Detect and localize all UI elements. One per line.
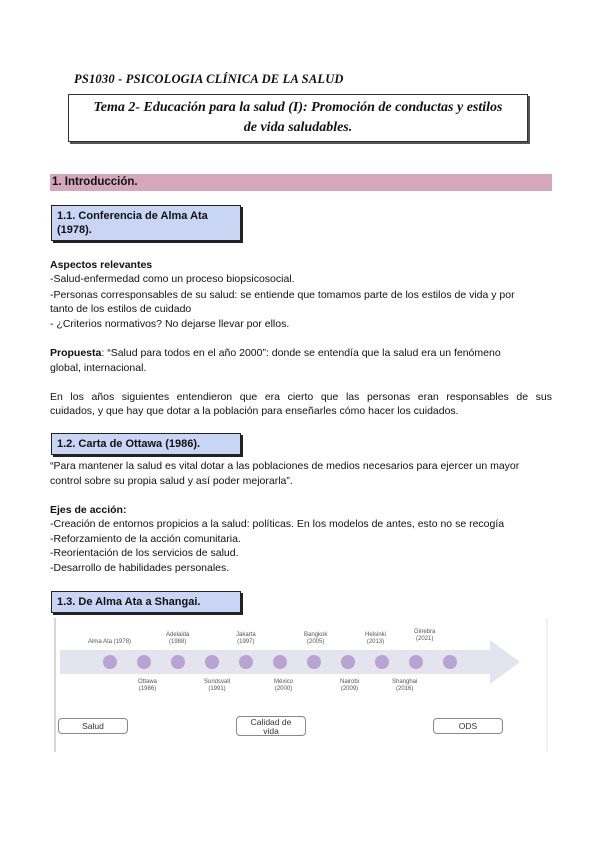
timeline-bottom-label: Nairobi (2009) bbox=[340, 679, 360, 692]
propuesta-text: : “Salud para todos en el año 2000”: donde se entendía que la salud era un fenómeno bbox=[101, 347, 501, 359]
course-title: PS1030 - PSICOLOGIA CLÍNICA DE LA SALUD bbox=[74, 72, 344, 86]
timeline-figure bbox=[50, 618, 552, 752]
propuesta-label: Propuesta bbox=[50, 347, 102, 359]
eje-item: -Reorientación de los servicios de salud. bbox=[50, 547, 239, 559]
propuesta-paragraph bbox=[50, 346, 552, 360]
subsection-heading-1-3: 1.3. De Alma Ata a Shangai. bbox=[51, 591, 241, 613]
aspecto-item: -Personas corresponsables de su salud: se entiende que tomamos parte de los estilos de vida y por bbox=[50, 289, 515, 301]
aspecto-item: tanto de los estilos de cuidado bbox=[50, 303, 192, 315]
eje-item: -Creación de entornos propicios a la salud: políticas. En los modelos de antes, esto no se recogía bbox=[50, 518, 505, 530]
topic-title-line-2: de vida saludables. bbox=[243, 120, 353, 135]
timeline-top-label: Ginebra (2021) bbox=[414, 629, 436, 642]
timeline-top-label: Bangkok (2005) bbox=[304, 632, 328, 645]
subsection-heading-1-1 bbox=[51, 205, 241, 241]
timeline-top-label: Adelaida (1988) bbox=[166, 632, 190, 645]
timeline-dot bbox=[443, 655, 457, 669]
timeline-bottom-label: Sundsvall (1991) bbox=[204, 679, 231, 692]
subsection-heading-line-1: 1.1. Conferencia de Alma Ata bbox=[57, 210, 208, 222]
timeline-dot bbox=[273, 655, 287, 669]
ottawa-quote-line-2: control sobre su propia salud y así poder mejorarla”. bbox=[50, 475, 293, 487]
topic-title-line-1: Tema 2- Educación para la salud (I): Promoción de conductas y estilos bbox=[93, 100, 503, 115]
stage-calidad-de-vida: Calidad de vida bbox=[236, 716, 306, 736]
timeline-dot bbox=[375, 655, 389, 669]
timeline-top-label: Alma Ata (1978) bbox=[88, 639, 132, 645]
subsection-heading-1-2: 1.2. Carta de Ottawa (1986). bbox=[51, 433, 241, 455]
paragraph-line-1: En los años siguientes entendieron que era cierto que las personas eran responsables de sus bbox=[50, 391, 552, 403]
timeline-dot bbox=[171, 655, 185, 669]
aspecto-item: - ¿Criterios normativos? No dejarse llevar por ellos. bbox=[50, 318, 290, 330]
section-heading: 1. Introducción. bbox=[50, 174, 552, 191]
timeline-bottom-label: México (2000) bbox=[274, 679, 294, 692]
propuesta-text-line-2: global, internacional. bbox=[50, 362, 147, 374]
paragraph-line-2: cuidados, y que hay que dotar a la población para enseñarles cómo hacer los cuidados. bbox=[50, 405, 459, 417]
timeline-dot bbox=[409, 655, 423, 669]
timeline-top-label: Jakarta (1997) bbox=[236, 632, 256, 645]
timeline-dot bbox=[341, 655, 355, 669]
eje-item: -Desarrollo de habilidades personales. bbox=[50, 562, 230, 574]
timeline-bottom-label: Shanghai (2016) bbox=[392, 679, 418, 692]
timeline-dot bbox=[205, 655, 219, 669]
subsection-heading-line-2: (1978). bbox=[57, 224, 92, 236]
ottawa-quote-line-1: “Para mantener la salud es vital dotar a las poblaciones de medios necesarios para ejercer un mayor bbox=[50, 460, 520, 472]
timeline-dot bbox=[137, 655, 151, 669]
stage-salud: Salud bbox=[58, 718, 128, 734]
aspecto-item: -Salud-enfermedad como un proceso biopsicosocial. bbox=[50, 273, 295, 285]
stage-ods: ODS bbox=[433, 718, 503, 734]
eje-item: -Reforzamiento de la acción comunitaria. bbox=[50, 533, 241, 545]
timeline-dot bbox=[103, 655, 117, 669]
timeline-bottom-label: Ottawa (1986) bbox=[138, 679, 158, 692]
timeline-dot bbox=[307, 655, 321, 669]
aspectos-title: Aspectos relevantes bbox=[50, 259, 153, 271]
timeline-top-label: Helsinki (2013) bbox=[365, 632, 387, 645]
ejes-title: Ejes de acción: bbox=[50, 504, 127, 516]
timeline-dot bbox=[239, 655, 253, 669]
topic-title-box bbox=[68, 94, 528, 142]
